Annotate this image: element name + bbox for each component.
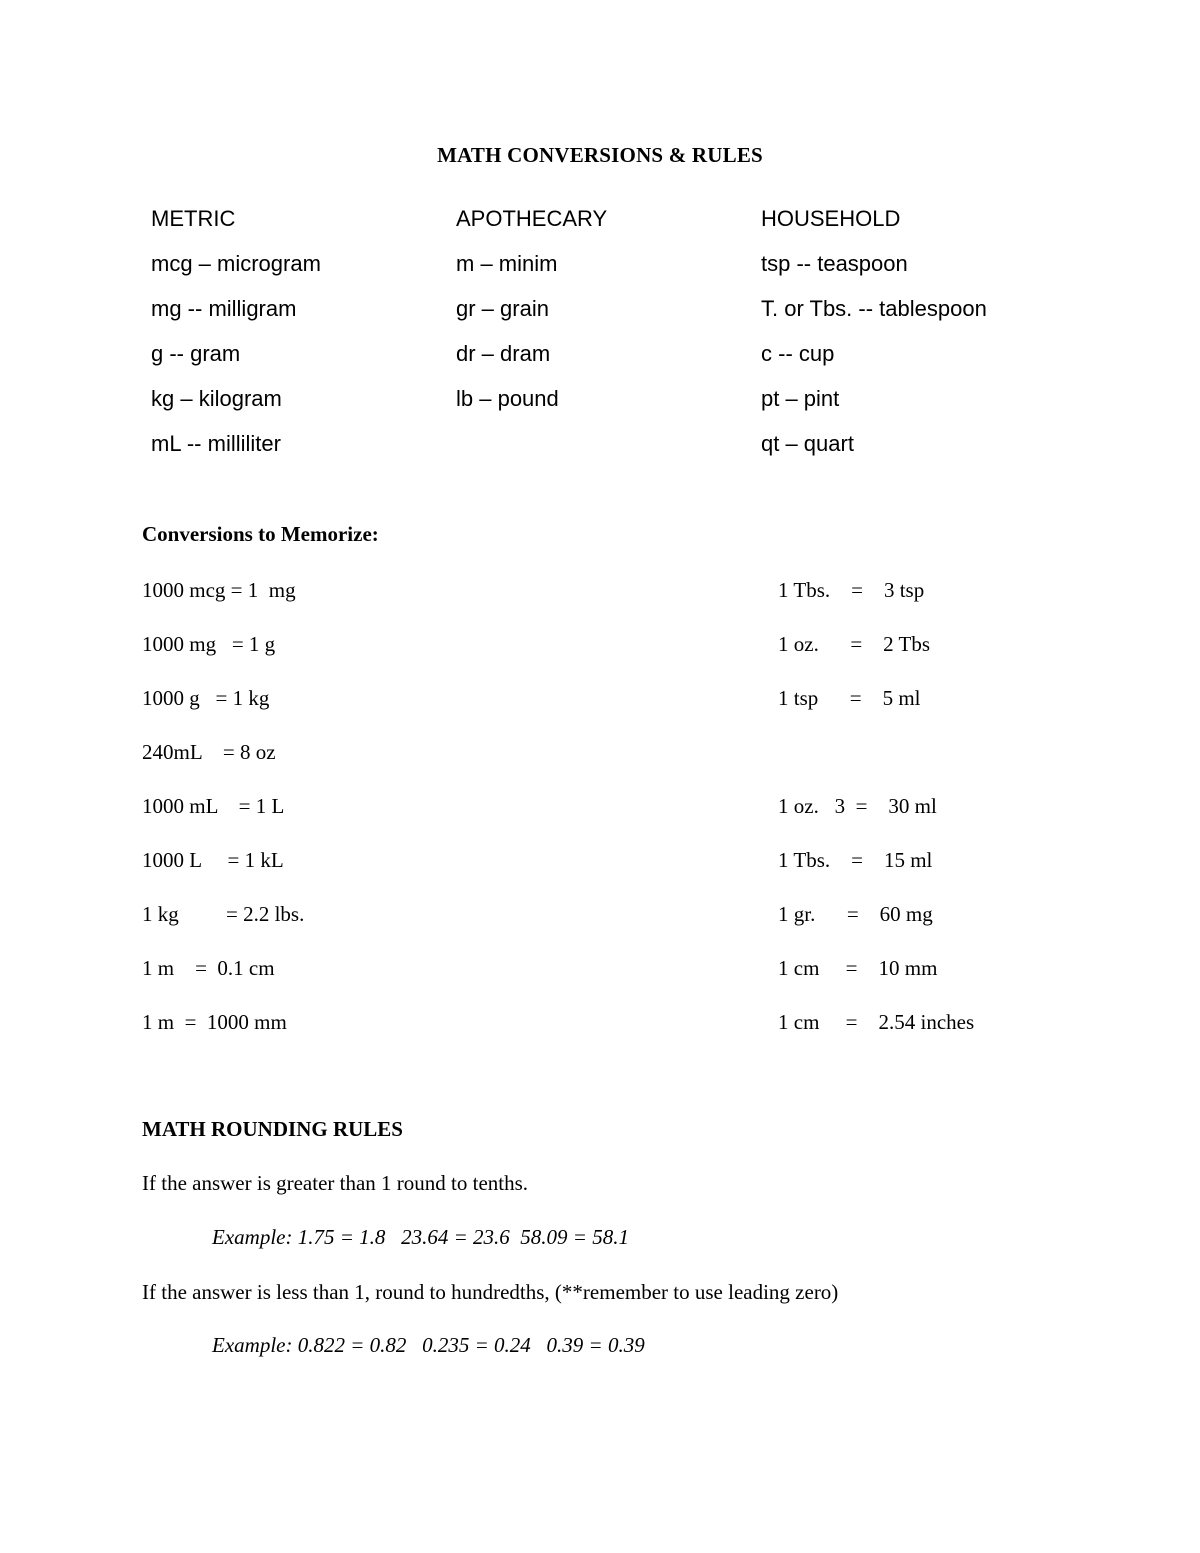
apothecary-item: lb – pound <box>456 386 559 411</box>
rounding-example-greater: Example: 1.75 = 1.8 23.64 = 23.6 58.09 = 58.1 <box>212 1225 629 1249</box>
conversion-row: 1 m = 1000 mm <box>142 1010 287 1034</box>
conversions-right-column <box>778 576 974 1062</box>
conversion-row: 1000 mg = 1 g <box>142 632 276 656</box>
apothecary-item: m – minim <box>456 251 558 276</box>
metric-column <box>151 205 321 475</box>
apothecary-header: APOTHECARY <box>456 206 608 231</box>
metric-item: g -- gram <box>151 341 241 366</box>
conversion-row: 1 Tbs. = 15 ml <box>778 848 933 872</box>
metric-item: mcg – microgram <box>151 251 321 276</box>
apothecary-item: dr – dram <box>456 341 551 366</box>
conversion-row: 1000 mcg = 1 mg <box>142 578 296 602</box>
conversion-row: 240mL = 8 oz <box>142 740 276 764</box>
household-item: tsp -- teaspoon <box>761 251 908 276</box>
rounding-rule-greater: If the answer is greater than 1 round to tenths. <box>142 1171 529 1195</box>
metric-item: kg – kilogram <box>151 386 282 411</box>
household-item: pt – pint <box>761 386 840 411</box>
conversion-row: 1 cm = 10 mm <box>778 956 938 980</box>
rounding-example-less: Example: 0.822 = 0.82 0.235 = 0.24 0.39 = 0.39 <box>212 1333 645 1357</box>
household-item: qt – quart <box>761 431 854 456</box>
conversion-row: 1 cm = 2.54 inches <box>778 1010 975 1034</box>
apothecary-item: gr – grain <box>456 296 549 321</box>
rounding-heading: MATH ROUNDING RULES <box>142 1117 403 1141</box>
conversion-row: 1000 L = 1 kL <box>142 848 284 872</box>
household-column <box>761 205 987 475</box>
household-item: T. or Tbs. -- tablespoon <box>761 296 987 321</box>
rounding-rule-less: If the answer is less than 1, round to hundredths, (**remember to use leading zero) <box>142 1280 839 1304</box>
conversion-row: 1 oz. = 2 Tbs <box>778 632 931 656</box>
conversion-row-empty <box>778 738 974 792</box>
conversions-heading: Conversions to Memorize: <box>142 522 379 546</box>
metric-header: METRIC <box>151 206 236 231</box>
household-item: c -- cup <box>761 341 835 366</box>
conversions-left-column <box>142 576 304 1062</box>
conversion-row: 1 Tbs. = 3 tsp <box>778 578 925 602</box>
conversion-row: 1 oz. 3 = 30 ml <box>778 794 937 818</box>
conversion-row: 1 kg = 2.2 lbs. <box>142 902 305 926</box>
apothecary-column <box>456 205 607 430</box>
metric-item: mg -- milligram <box>151 296 297 321</box>
conversion-row: 1000 g = 1 kg <box>142 686 270 710</box>
metric-item: mL -- milliliter <box>151 431 281 456</box>
conversion-row: 1 tsp = 5 ml <box>778 686 921 710</box>
conversion-row: 1 m = 0.1 cm <box>142 956 275 980</box>
household-header: HOUSEHOLD <box>761 206 901 231</box>
conversion-row: 1 gr. = 60 mg <box>778 902 933 926</box>
page-title: MATH CONVERSIONS & RULES <box>437 143 763 167</box>
conversion-row: 1000 mL = 1 L <box>142 794 285 818</box>
